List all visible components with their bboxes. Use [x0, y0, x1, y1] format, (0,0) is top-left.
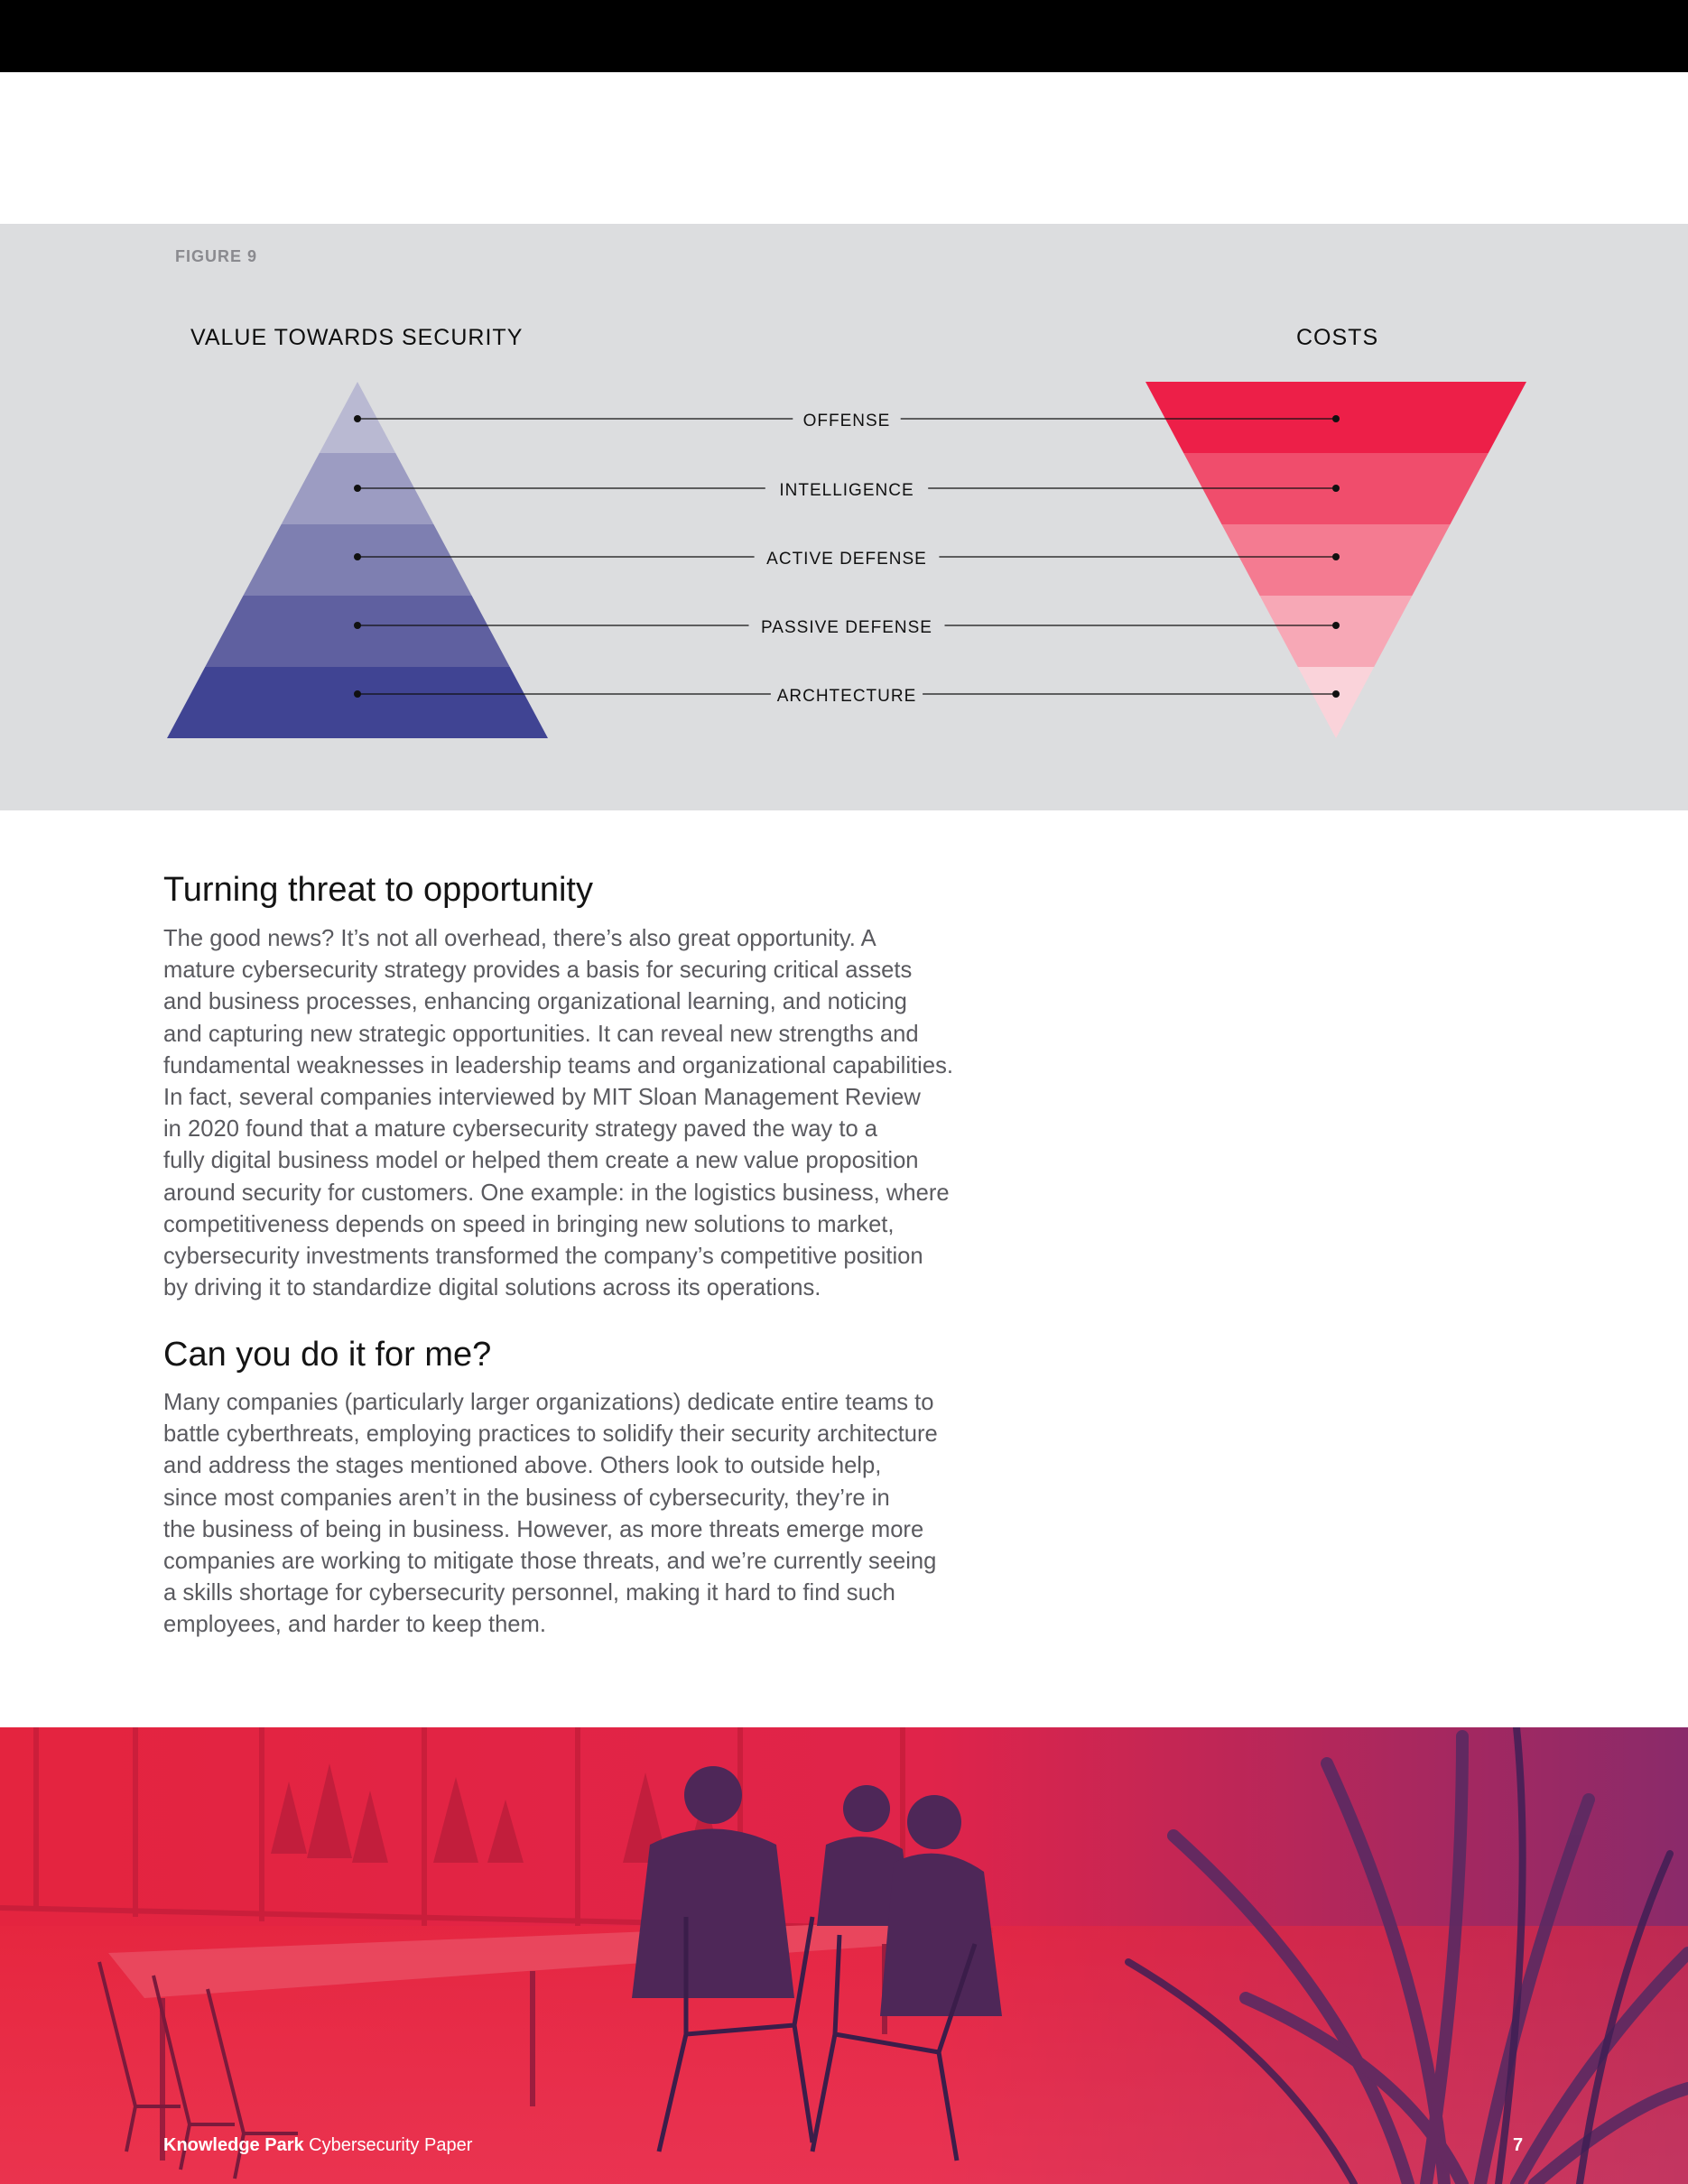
top-bar — [0, 0, 1688, 72]
heading-turning-threat: Turning threat to opportunity — [163, 871, 593, 909]
pyramid-dot-3 — [354, 553, 361, 560]
funnel-dot-2 — [1332, 485, 1340, 492]
layer-label-2: INTELLIGENCE — [779, 481, 914, 500]
security-layers-diagram — [0, 224, 1688, 810]
layer-label-5: ARCHTECTURE — [776, 687, 917, 706]
pyramid-dot-2 — [354, 485, 361, 492]
pyramid-layer-4 — [205, 596, 510, 667]
layer-label-1: OFFENSE — [802, 412, 891, 430]
funnel-dot-4 — [1332, 622, 1340, 629]
footer-title — [163, 2135, 472, 2156]
figure-label: FIGURE 9 — [175, 247, 258, 265]
office-meeting-photo — [0, 1727, 1688, 2184]
footer-paper-title: Cybersecurity Paper — [309, 2135, 473, 2155]
pyramid-layer-5 — [167, 667, 548, 738]
costs-title: COSTS — [1296, 325, 1379, 350]
funnel-layer-5 — [1298, 667, 1374, 738]
footer-brand: Knowledge Park — [163, 2135, 304, 2155]
paragraph-opportunity: The good news? It’s not all overhead, there’s also great opportunity. A mature cybersecurity strategy provides a basis for securing critical assets and business processes, enhancing organizational learning, and noticing and capturing new strategic opportunities. It can reveal new strengths and fundamental weaknesses in leadership teams and organizational capabilities. In fact, several companies interviewed by MIT Sloan Management Review in 2020 found that a mature cybersecurity strategy paved the way to a fully digital business model or helped them create a new value proposition around security for customers. One example: in the logistics business, where competitiveness depends on speed in bringing new solutions to market, cybersecurity investments transformed the company’s competitive position by driving it to standardize digital solutions across its operations. — [163, 926, 953, 1301]
funnel-dot-1 — [1332, 415, 1340, 422]
pyramid-dot-5 — [354, 690, 361, 698]
layer-label-3: ACTIVE DEFENSE — [766, 550, 927, 569]
pyramid-dot-4 — [354, 622, 361, 629]
paragraph-outside-help: Many companies (particularly larger organizations) dedicate entire teams to battle cyberthreats, employing practices to solidify their security architecture and address the stages mentioned above. Others look to outside help, since most companies aren’t in the business of cybersecurity, they’re in the business of being in business. However, as more threats emerge more companies are working to mitigate those threats, and we’re currently seeing a skills shortage for cybersecurity personnel, making it hard to find such employees, and harder to keep them. — [163, 1390, 938, 1638]
funnel-dot-5 — [1332, 690, 1340, 698]
page-number: 7 — [1513, 2135, 1524, 2155]
value-title: VALUE TOWARDS SECURITY — [190, 325, 524, 350]
layer-label-4: PASSIVE DEFENSE — [761, 618, 932, 637]
funnel-dot-3 — [1332, 553, 1340, 560]
heading-can-you-do-it: Can you do it for me? — [163, 1336, 492, 1374]
funnel-layer-4 — [1260, 596, 1413, 667]
pyramid-dot-1 — [354, 415, 361, 422]
